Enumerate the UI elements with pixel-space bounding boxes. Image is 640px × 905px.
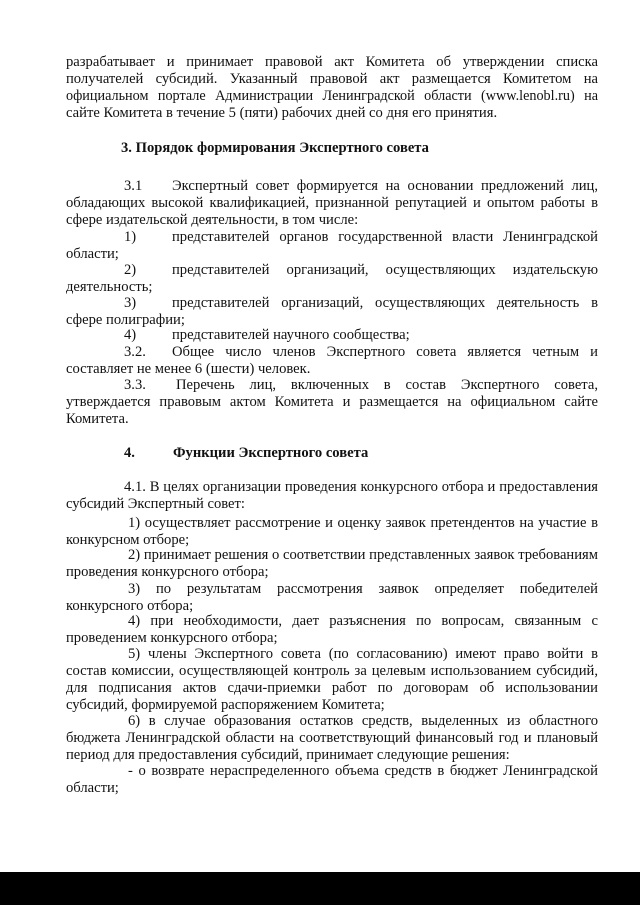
list-item-number: 3) [124,295,137,311]
clause-4-1-text [66,479,598,513]
intro-line: официальном портале Администрации Ленинградской области (www.lenobl.ru) на [66,88,598,104]
list-item [66,262,598,296]
intro-paragraph [66,54,598,122]
clause-3-1-number: 3.1 [124,178,143,194]
section-3-heading: 3. Порядок формирования Экспертного совета [121,140,429,156]
function-item-text: 6) в случае образования остатков средств, выделенных из областного бюджета Ленинградской области на соответствующий финансовый год и плановый период для предоставления субсидий, принимает следующие решения: [66,713,598,763]
list-item-text: представителей организаций, осуществляющих издательскую деятельность; [66,262,598,295]
function-item-text: 2) принимает решения о соответствии представленных заявок требованиям проведения конкурсного отбора; [66,547,598,580]
function-sub-item-text: - о возврате нераспределенного объема средств в бюджет Ленинградской области; [66,763,598,796]
list-item-number: 1) [124,229,137,245]
function-item-text: 1) осуществляет рассмотрение и оценку заявок претендентов на участие в конкурсном отборе; [66,515,598,548]
clause-3-3-number: 3.3. [124,377,146,393]
clause-4-1-body: 4.1. В целях организации проведения конкурсного отбора и предоставления субсидий Экспертный совет: [66,479,598,512]
list-item [66,327,598,344]
function-item-text: 4) при необходимости, дает разъяснения по вопросам, связанным с проведением конкурсного отбора; [66,613,598,646]
clause-3-2-number: 3.2. [124,344,146,360]
function-item [66,646,598,714]
function-item [66,613,598,647]
function-item [66,713,598,764]
list-item [66,295,598,329]
list-item-text: представителей органов государственной власти Ленинградской области; [66,229,598,262]
intro-line: сайте Комитета в течение 5 (пяти) рабочих дней со дня его принятия. [66,105,498,121]
section-4-heading: Функции Экспертного совета [173,445,369,461]
function-item-text: 3) по результатам рассмотрения заявок определяет победителей конкурсного отбора; [66,581,598,614]
intro-line: получателей субсидий. Указанный правовой акт размещается Комитетом на [66,71,598,87]
list-item [66,229,598,263]
function-item [66,547,598,581]
clause-3-1-text [66,178,598,229]
clause-3-2-text [66,344,598,378]
clause-3-1-body: Экспертный совет формируется на основании предложений лиц, обладающих высокой квалификацией, признанной репутацией и опытом работы в сфере издательской деятельности, в том числе: [66,178,598,228]
scan-bottom-border [0,872,640,905]
function-item [66,581,598,615]
list-item-number: 2) [124,262,137,278]
section-4-heading-number: 4. [124,445,135,461]
clause-3-3-body: Перечень лиц, включенных в состав Экспертного совета, утверждается правовым актом Комитета и размещается на официальном сайте Комитета. [66,377,598,427]
list-item-text: представителей научного сообщества; [172,327,410,343]
list-item-number: 4) [124,327,137,343]
list-item-text: представителей организаций, осуществляющих деятельность в сфере полиграфии; [66,295,598,328]
function-sub-item [66,763,598,797]
intro-line: разрабатывает и принимает правовой акт Комитета об утверждении списка [66,54,598,70]
clause-3-2-body: Общее число членов Экспертного совета является четным и составляет не менее 6 (шести) человек. [66,344,598,377]
function-item [66,515,598,549]
function-item-text: 5) члены Экспертного совета (по согласованию) имеют право войти в состав комиссии, осуществляющей контроль за целевым использованием субсидий, для подписания актов сдачи-приемки работ по договорам об использовании субсидий, формируемой распоряжением Комитета; [66,646,598,713]
clause-3-3-text [66,377,598,428]
